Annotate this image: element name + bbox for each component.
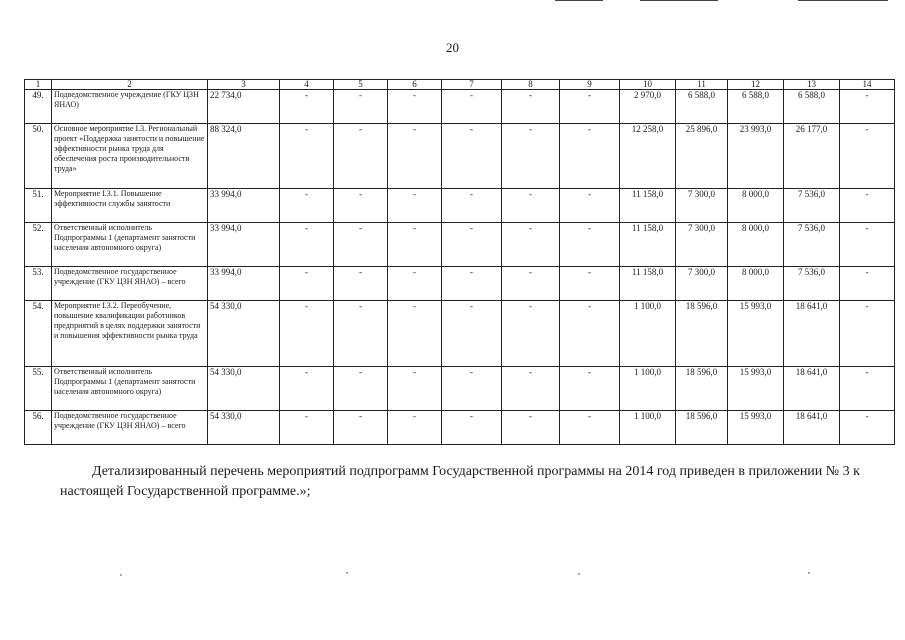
cell-col-14: - <box>840 124 895 189</box>
cell-col-10: 11 158,0 <box>620 223 676 267</box>
row-name: Ответственный исполнитель Подпрограммы 1 (департамент занятости населения автономного округа) <box>52 223 208 267</box>
cell-col-7: - <box>442 90 502 124</box>
row-name: Ответственный исполнитель Подпрограммы 1 (департамент занятости населения автономного округа) <box>52 367 208 411</box>
row-total: 33 994,0 <box>208 267 280 301</box>
row-number: 52. <box>25 223 52 267</box>
cell-col-8: - <box>502 189 560 223</box>
cell-col-4: - <box>280 267 334 301</box>
cell-col-12: 6 588,0 <box>728 90 784 124</box>
row-name: Основное мероприятие I.3. Региональный проект «Поддержка занятости и повышение эффективности рынка труда для обеспечения роста производительности труда» <box>52 124 208 189</box>
cell-col-13: 6 588,0 <box>784 90 840 124</box>
cell-col-11: 7 300,0 <box>676 189 728 223</box>
cell-col-14: - <box>840 301 895 367</box>
column-header: 3 <box>208 80 280 90</box>
cell-col-11: 18 596,0 <box>676 301 728 367</box>
table-row <box>25 267 895 301</box>
column-header: 5 <box>334 80 388 90</box>
cell-col-6: - <box>388 189 442 223</box>
cell-col-6: - <box>388 90 442 124</box>
row-number: 50. <box>25 124 52 189</box>
scan-speck <box>120 574 122 576</box>
page-number: 20 <box>446 40 459 55</box>
cell-col-12: 15 993,0 <box>728 301 784 367</box>
cell-col-8: - <box>502 223 560 267</box>
cell-col-8: - <box>502 124 560 189</box>
cell-col-12: 8 000,0 <box>728 267 784 301</box>
cell-col-11: 6 588,0 <box>676 90 728 124</box>
cell-col-4: - <box>280 411 334 445</box>
cell-col-11: 7 300,0 <box>676 267 728 301</box>
cell-col-7: - <box>442 189 502 223</box>
table-row <box>25 411 895 445</box>
cell-col-14: - <box>840 411 895 445</box>
scan-speck <box>808 572 810 574</box>
row-total: 22 734,0 <box>208 90 280 124</box>
column-header: 9 <box>560 80 620 90</box>
cell-col-5: - <box>334 411 388 445</box>
cell-col-13: 18 641,0 <box>784 367 840 411</box>
table-row <box>25 367 895 411</box>
cell-col-14: - <box>840 189 895 223</box>
cell-col-7: - <box>442 301 502 367</box>
cell-col-5: - <box>334 367 388 411</box>
row-total: 88 324,0 <box>208 124 280 189</box>
row-total: 33 994,0 <box>208 189 280 223</box>
column-header: 6 <box>388 80 442 90</box>
cell-col-9: - <box>560 411 620 445</box>
closing-paragraph <box>60 462 860 502</box>
cell-col-12: 15 993,0 <box>728 367 784 411</box>
cell-col-13: 7 536,0 <box>784 223 840 267</box>
column-header: 13 <box>784 80 840 90</box>
cell-col-5: - <box>334 90 388 124</box>
cell-col-4: - <box>280 189 334 223</box>
cell-col-14: - <box>840 367 895 411</box>
cell-col-9: - <box>560 189 620 223</box>
row-total: 54 330,0 <box>208 411 280 445</box>
table-header-row <box>25 80 895 90</box>
cell-col-12: 15 993,0 <box>728 411 784 445</box>
cell-col-9: - <box>560 301 620 367</box>
cell-col-9: - <box>560 223 620 267</box>
cell-col-5: - <box>334 301 388 367</box>
cell-col-11: 7 300,0 <box>676 223 728 267</box>
cell-col-7: - <box>442 124 502 189</box>
cell-col-11: 18 596,0 <box>676 367 728 411</box>
row-total: 33 994,0 <box>208 223 280 267</box>
cell-col-4: - <box>280 90 334 124</box>
cell-col-10: 2 970,0 <box>620 90 676 124</box>
cell-col-6: - <box>388 223 442 267</box>
column-header: 2 <box>52 80 208 90</box>
cell-col-9: - <box>560 267 620 301</box>
row-number: 56. <box>25 411 52 445</box>
cell-col-7: - <box>442 223 502 267</box>
cell-col-8: - <box>502 367 560 411</box>
budget-table <box>24 79 895 445</box>
column-header: 7 <box>442 80 502 90</box>
cell-col-13: 18 641,0 <box>784 301 840 367</box>
cell-col-9: - <box>560 367 620 411</box>
column-header: 11 <box>676 80 728 90</box>
column-header: 14 <box>840 80 895 90</box>
column-header: 10 <box>620 80 676 90</box>
scan-line <box>798 0 888 1</box>
table-row <box>25 301 895 367</box>
scan-speck <box>346 572 348 574</box>
cell-col-12: 8 000,0 <box>728 189 784 223</box>
cell-col-11: 18 596,0 <box>676 411 728 445</box>
cell-col-5: - <box>334 189 388 223</box>
cell-col-4: - <box>280 301 334 367</box>
cell-col-4: - <box>280 367 334 411</box>
column-header: 1 <box>25 80 52 90</box>
table-row <box>25 189 895 223</box>
cell-col-6: - <box>388 267 442 301</box>
cell-col-6: - <box>388 411 442 445</box>
cell-col-5: - <box>334 267 388 301</box>
table-row <box>25 90 895 124</box>
cell-col-14: - <box>840 223 895 267</box>
row-number: 51. <box>25 189 52 223</box>
cell-col-11: 25 896,0 <box>676 124 728 189</box>
table-row <box>25 124 895 189</box>
cell-col-4: - <box>280 223 334 267</box>
cell-col-10: 11 158,0 <box>620 267 676 301</box>
column-header: 12 <box>728 80 784 90</box>
closing-paragraph-text: Детализированный перечень мероприятий подпрограмм Государственной программы на 2014 год приведен в приложении № 3 к настоящей Государственной программе.»; <box>60 464 860 499</box>
cell-col-10: 1 100,0 <box>620 411 676 445</box>
row-number: 49. <box>25 90 52 124</box>
cell-col-14: - <box>840 90 895 124</box>
table-row <box>25 223 895 267</box>
cell-col-8: - <box>502 411 560 445</box>
cell-col-8: - <box>502 301 560 367</box>
cell-col-13: 7 536,0 <box>784 189 840 223</box>
cell-col-10: 12 258,0 <box>620 124 676 189</box>
cell-col-9: - <box>560 90 620 124</box>
row-name: Подведомственное учреждение (ГКУ ЦЗН ЯНАО) <box>52 90 208 124</box>
column-header: 8 <box>502 80 560 90</box>
cell-col-14: - <box>840 267 895 301</box>
cell-col-6: - <box>388 124 442 189</box>
scan-speck <box>578 573 580 575</box>
row-number: 55. <box>25 367 52 411</box>
cell-col-5: - <box>334 223 388 267</box>
cell-col-9: - <box>560 124 620 189</box>
cell-col-10: 1 100,0 <box>620 301 676 367</box>
cell-col-13: 26 177,0 <box>784 124 840 189</box>
cell-col-6: - <box>388 367 442 411</box>
row-name: Мероприятие I.3.2. Переобучение, повышение квалификации работников предприятий в целях поддержки занятости и повышения эффективности рынка труда <box>52 301 208 367</box>
cell-col-8: - <box>502 267 560 301</box>
scan-line <box>555 0 603 1</box>
cell-col-8: - <box>502 90 560 124</box>
cell-col-7: - <box>442 367 502 411</box>
scan-line <box>640 0 718 1</box>
row-total: 54 330,0 <box>208 367 280 411</box>
row-name: Подведомственное государственное учреждение (ГКУ ЦЗН ЯНАО) – всего <box>52 267 208 301</box>
cell-col-6: - <box>388 301 442 367</box>
row-number: 54. <box>25 301 52 367</box>
cell-col-7: - <box>442 267 502 301</box>
cell-col-4: - <box>280 124 334 189</box>
row-name: Мероприятие I.3.1. Повышение эффективности службы занятости <box>52 189 208 223</box>
cell-col-5: - <box>334 124 388 189</box>
cell-col-13: 7 536,0 <box>784 267 840 301</box>
cell-col-7: - <box>442 411 502 445</box>
column-header: 4 <box>280 80 334 90</box>
cell-col-12: 23 993,0 <box>728 124 784 189</box>
cell-col-13: 18 641,0 <box>784 411 840 445</box>
cell-col-10: 1 100,0 <box>620 367 676 411</box>
cell-col-10: 11 158,0 <box>620 189 676 223</box>
row-name: Подведомственное государственное учреждение (ГКУ ЦЗН ЯНАО) – всего <box>52 411 208 445</box>
row-total: 54 330,0 <box>208 301 280 367</box>
cell-col-12: 8 000,0 <box>728 223 784 267</box>
row-number: 53. <box>25 267 52 301</box>
